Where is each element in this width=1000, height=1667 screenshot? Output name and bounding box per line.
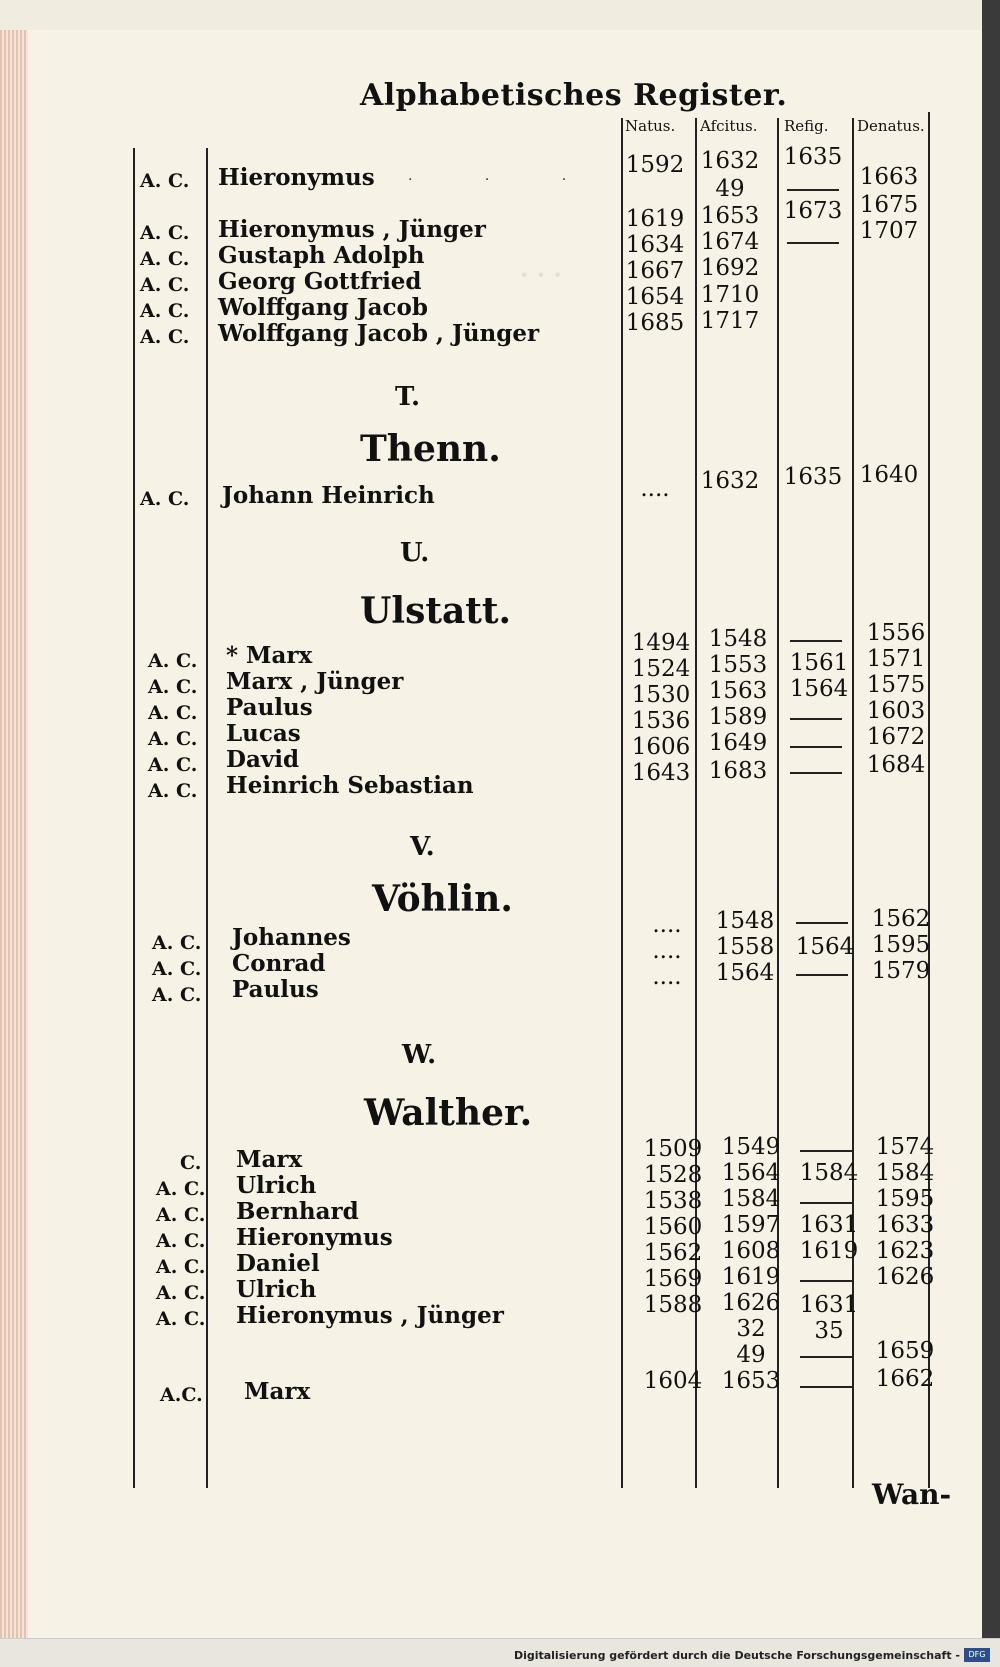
entry-ascitus: 1589: [708, 704, 768, 730]
entry-ascitus: 1626: [721, 1290, 781, 1316]
entry-ascitus: 1632: [700, 148, 760, 174]
entry-ascitus: 1608: [721, 1238, 781, 1264]
entry-ascitus: 1717: [700, 308, 760, 334]
entry-natus: 1538: [643, 1188, 703, 1214]
entry-natus: 1667: [625, 258, 685, 284]
entry-name: Marx , Jünger: [226, 668, 404, 695]
column-rule: [206, 148, 208, 1488]
section-letter: T.: [395, 382, 421, 412]
entry-name: Hieronymus: [236, 1224, 393, 1251]
entry-resig-dash: [800, 1356, 852, 1358]
entry-abbr: A. C.: [156, 1178, 206, 1200]
section-letter: V.: [410, 832, 435, 862]
entry-name: Bernhard: [236, 1198, 359, 1225]
footer-bar: [0, 1638, 1000, 1667]
entry-ascitus: 1597: [721, 1212, 781, 1238]
entry-abbr: A.C.: [160, 1384, 203, 1406]
entry-name: Hieronymus: [218, 164, 375, 191]
entry-ascitus: 1563: [708, 678, 768, 704]
entry-abbr: A. C.: [148, 702, 198, 724]
entry-denatus: 1633: [875, 1212, 935, 1238]
entry-denatus: 1556: [866, 620, 926, 646]
entry-denatus: 1595: [871, 932, 931, 958]
entry-natus: 1654: [625, 284, 685, 310]
entry-resig-dash: [796, 922, 848, 924]
entry-name: Marx: [236, 1146, 303, 1173]
entry-resig: 1635: [783, 464, 843, 490]
entry-resig-dash: [790, 772, 842, 774]
col-header-resig: Refig.: [784, 117, 829, 135]
entry-ascitus: 1653: [721, 1368, 781, 1394]
entry-ascitus: 1553: [708, 652, 768, 678]
entry-resig-dash: [800, 1386, 852, 1388]
entry-name: Johannes: [232, 924, 351, 951]
entry-resig: 1561: [789, 650, 849, 676]
entry-denatus: 1595: [875, 1186, 935, 1212]
entry-name: Lucas: [226, 720, 301, 747]
entry-name: Ulrich: [236, 1172, 317, 1199]
entry-name: David: [226, 746, 300, 773]
entry-abbr: A. C.: [152, 932, 202, 954]
entry-resig-dash: [790, 640, 842, 642]
entry-name: Hieronymus , Jünger: [236, 1302, 504, 1329]
entry-abbr: A. C.: [148, 650, 198, 672]
entry-natus: 1569: [643, 1266, 703, 1292]
entry-natus: 1494: [631, 630, 691, 656]
entry-resig-dash: [787, 189, 839, 191]
entry-natus: 1606: [631, 734, 691, 760]
entry-abbr: A. C.: [148, 780, 198, 802]
entry-natus: 1592: [625, 152, 685, 178]
entry-name: Georg Gottfried: [218, 268, 422, 295]
entry-resig-dash: [790, 718, 842, 720]
entry-ascitus: 1619: [721, 1264, 781, 1290]
entry-denatus: 1574: [875, 1134, 935, 1160]
entry-natus: 1634: [625, 232, 685, 258]
entry-natus: 1528: [643, 1162, 703, 1188]
entry-natus: 1524: [631, 656, 691, 682]
entry-ascitus: 1632: [700, 468, 760, 494]
family-heading: Walther.: [364, 1092, 533, 1134]
entry-ascitus: 1674: [700, 229, 760, 255]
entry-resig: 1564: [795, 934, 855, 960]
page-edge: [0, 30, 28, 1640]
entry-abbr: A. C.: [140, 326, 190, 348]
entry-resig: 1635: [783, 144, 843, 170]
entry-name: Paulus: [232, 976, 319, 1003]
entry-name: Conrad: [232, 950, 326, 977]
entry-natus: 1604: [643, 1368, 703, 1394]
entry-abbr: A. C.: [140, 170, 190, 192]
entry-resig-dash: [800, 1280, 852, 1282]
entry-resig: 35: [814, 1318, 844, 1344]
col-header-natus: Natus.: [625, 117, 676, 135]
entry-name: Wolffgang Jacob: [218, 294, 428, 321]
entry-resig: 1673: [783, 198, 843, 224]
entry-denatus: 1562: [871, 906, 931, 932]
entry-abbr: A. C.: [156, 1282, 206, 1304]
entry-abbr: A. C.: [140, 274, 190, 296]
family-heading: Thenn.: [360, 428, 501, 470]
entry-natus: 1588: [643, 1292, 703, 1318]
col-header-denatus: Denatus.: [857, 117, 925, 135]
entry-natus: ....: [640, 476, 670, 502]
col-header-ascitus: Afcitus.: [700, 117, 758, 135]
entry-resig: 1584: [799, 1160, 859, 1186]
entry-natus: 1643: [631, 760, 691, 786]
entry-resig: 1631: [799, 1212, 859, 1238]
entry-name: * Marx: [226, 642, 313, 669]
entry-denatus: 1584: [875, 1160, 935, 1186]
book-shadow: [982, 0, 1000, 1667]
entry-denatus: 1603: [866, 698, 926, 724]
entry-ascitus: 1692: [700, 255, 760, 281]
entry-ascitus: 1649: [708, 730, 768, 756]
column-rule: [133, 148, 135, 1488]
family-heading: Vöhlin.: [372, 878, 513, 920]
bleed-through-text: · · ·: [520, 260, 562, 289]
footer-credit: Digitalisierung gefördert durch die Deutsche Forschungsgemeinschaft -: [513, 1649, 960, 1662]
entry-denatus: 1640: [859, 462, 919, 488]
entry-denatus: 1672: [866, 724, 926, 750]
entry-denatus: 1663: [859, 164, 919, 190]
entry-abbr: A. C.: [152, 958, 202, 980]
entry-ascitus: 1548: [708, 626, 768, 652]
entry-resig-dash: [787, 242, 839, 244]
entry-ascitus: 1653: [700, 203, 760, 229]
entry-denatus: 1623: [875, 1238, 935, 1264]
entry-abbr: A. C.: [156, 1308, 206, 1330]
entry-denatus: 1575: [866, 672, 926, 698]
column-rule: [852, 118, 854, 1488]
entry-name: Daniel: [236, 1250, 320, 1277]
entry-natus: 1560: [643, 1214, 703, 1240]
entry-denatus: 1675: [859, 192, 919, 218]
catchword: Wan-: [872, 1478, 952, 1511]
leader-dots: · · ·: [408, 172, 601, 188]
section-letter: U.: [400, 538, 430, 568]
entry-denatus: 1626: [875, 1264, 935, 1290]
entry-name: Paulus: [226, 694, 313, 721]
entry-abbr: A. C.: [148, 676, 198, 698]
entry-natus: ....: [652, 964, 682, 990]
entry-denatus: 1571: [866, 646, 926, 672]
entry-natus: ....: [652, 912, 682, 938]
entry-ascitus: 49: [715, 176, 745, 202]
entry-abbr: C.: [180, 1152, 202, 1174]
entry-denatus: 1579: [871, 958, 931, 984]
entry-abbr: A. C.: [152, 984, 202, 1006]
entry-natus: 1619: [625, 206, 685, 232]
entry-abbr: A. C.: [156, 1230, 206, 1252]
entry-ascitus: 1683: [708, 758, 768, 784]
entry-denatus: 1659: [875, 1338, 935, 1364]
entry-ascitus: 1710: [700, 282, 760, 308]
entry-abbr: A. C.: [140, 248, 190, 270]
entry-abbr: A. C.: [140, 300, 190, 322]
entry-name: Ulrich: [236, 1276, 317, 1303]
entry-ascitus: 1564: [715, 960, 775, 986]
entry-denatus: 1707: [859, 218, 919, 244]
entry-name: Marx: [244, 1378, 311, 1405]
entry-resig: 1619: [799, 1238, 859, 1264]
entry-abbr: A. C.: [148, 728, 198, 750]
entry-abbr: A. C.: [148, 754, 198, 776]
dfg-logo-icon: DFG: [964, 1648, 990, 1662]
entry-name: Gustaph Adolph: [218, 242, 425, 269]
entry-natus: 1536: [631, 708, 691, 734]
family-heading: Ulstatt.: [360, 590, 512, 632]
page-title: Alphabetisches Register.: [360, 78, 788, 113]
entry-abbr: A. C.: [156, 1204, 206, 1226]
entry-natus: ....: [652, 938, 682, 964]
entry-name: Johann Heinrich: [222, 482, 435, 509]
entry-abbr: A. C.: [156, 1256, 206, 1278]
entry-natus: 1685: [625, 310, 685, 336]
entry-denatus: 1684: [866, 752, 926, 778]
entry-resig: 1564: [789, 676, 849, 702]
section-letter: W.: [402, 1040, 437, 1070]
entry-abbr: A. C.: [140, 222, 190, 244]
entry-ascitus: 1564: [721, 1160, 781, 1186]
entry-natus: 1509: [643, 1136, 703, 1162]
entry-resig-dash: [800, 1150, 852, 1152]
entry-ascitus: 1549: [721, 1134, 781, 1160]
entry-resig-dash: [800, 1202, 852, 1204]
entry-resig-dash: [796, 974, 848, 976]
entry-natus: 1530: [631, 682, 691, 708]
entry-ascitus: 49: [736, 1342, 766, 1368]
entry-abbr: A. C.: [140, 488, 190, 510]
entry-ascitus: 1584: [721, 1186, 781, 1212]
entry-name: Wolffgang Jacob , Jünger: [218, 320, 540, 347]
entry-resig-dash: [790, 746, 842, 748]
entry-natus: 1562: [643, 1240, 703, 1266]
entry-name: Hieronymus , Jünger: [218, 216, 486, 243]
entry-ascitus: 32: [736, 1316, 766, 1342]
entry-resig: 1631: [799, 1292, 859, 1318]
entry-ascitus: 1548: [715, 908, 775, 934]
entry-ascitus: 1558: [715, 934, 775, 960]
entry-denatus: 1662: [875, 1366, 935, 1392]
entry-name: Heinrich Sebastian: [226, 772, 474, 799]
